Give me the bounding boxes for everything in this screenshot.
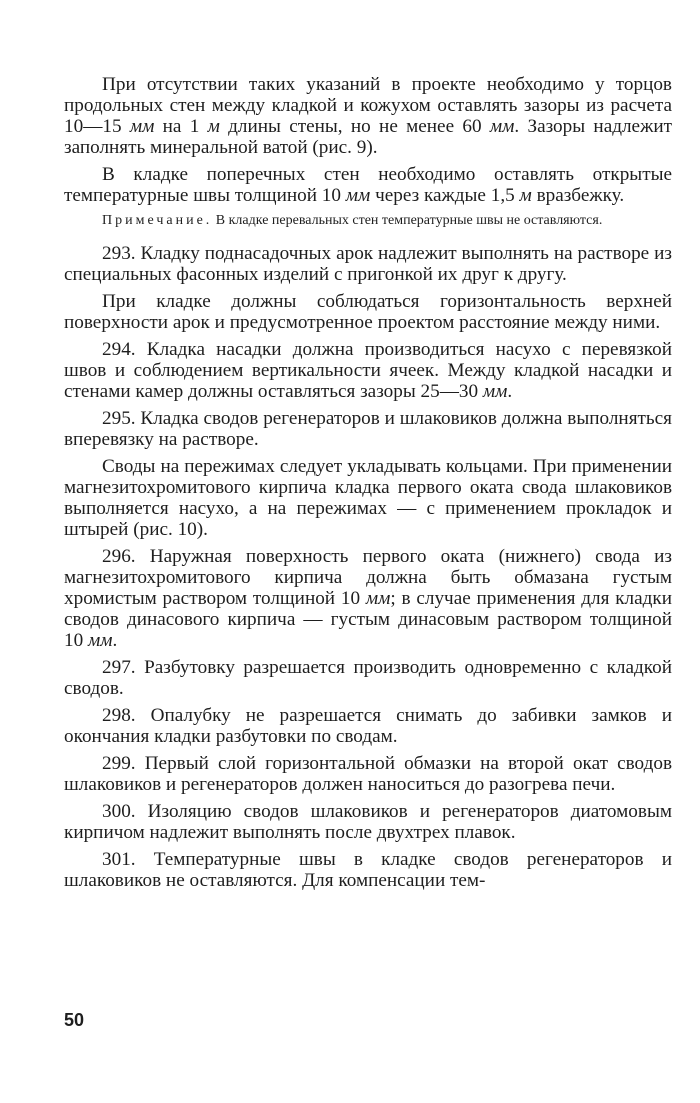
unit-mm: мм [345,185,371,206]
note-label: Примечание. [102,213,213,228]
paragraph-296: 296. Наружная поверхность первого оката (нижнего) свода из магнезитохромитового кирпича должна быть обмазана густым хромистым раствором толщиной 10 мм; в случае применения для кладки сводов динасового кирпича — густым динасовым раствором толщиной 10 мм. [64,546,672,651]
paragraph-293: 293. Кладку поднасадочных арок надлежит выполнять на растворе из специальных фасонных изделий с пригонкой их друг к другу. [64,243,672,285]
page-body [64,74,672,897]
paragraph-301: 301. Температурные швы в кладке сводов регенераторов и шлаковиков не оставляются. Для компенсации тем- [64,849,672,891]
paragraph-cross-wall-joints: В кладке поперечных стен необходимо оставлять открытые температурные швы толщиной 10 мм через каждые 1,5 м вразбежку. [64,164,672,206]
unit-mm: мм [365,588,391,609]
unit-mm: мм [489,116,515,137]
paragraph-298: 298. Опалубку не разрешается снимать до забивки замков и окончания кладки разбутовки по сводам. [64,705,672,747]
paragraph-294: 294. Кладка насадки должна производиться насухо с перевязкой швов и соблюдением вертикальности ячеек. Между кладкой насадки и стенами камер должны оставляться зазоры 25—30 мм. [64,339,672,402]
unit-m: м [207,116,220,137]
paragraph-300: 300. Изоляцию сводов шлаковиков и регенераторов диатомовым кирпичом надлежит выполнять после двухтрех плавок. [64,801,672,843]
paragraph-297: 297. Разбутовку разрешается производить одновременно с кладкой сводов. [64,657,672,699]
unit-mm: мм [87,630,113,651]
page-number: 50 [64,1010,85,1030]
unit-m: м [519,185,532,206]
note [64,212,672,229]
paragraph-295-continued: Своды на пережимах следует укладывать кольцами. При применении магнезитохромитового кирпича кладка первого оката свода шлаковиков выполняется насухо, а на пережимах — с применением прокладок и штырей (рис. 10). [64,456,672,540]
unit-mm: мм [482,381,508,402]
paragraph-293-continued: При кладке должны соблюдаться горизонтальность верхней поверхности арок и предусмотренное проектом расстояние между ними. [64,291,672,333]
paragraph-295: 295. Кладка сводов регенераторов и шлаковиков должна выполняться вперевязку на растворе. [64,408,672,450]
unit-mm: мм [129,116,155,137]
paragraph-end-wall-gaps: При отсутствии таких указаний в проекте необходимо у торцов продольных стен между кладкой и кожухом оставлять зазоры из расчета 10—15 мм на 1 м длины стены, но не менее 60 мм. Зазоры надлежит заполнять минеральной ватой (рис. 9). [64,74,672,158]
note-text: В кладке перевальных стен температурные швы не оставляются. [212,213,603,228]
paragraph-299: 299. Первый слой горизонтальной обмазки на второй окат сводов шлаковиков и регенераторов должен наноситься до разогрева печи. [64,753,672,795]
